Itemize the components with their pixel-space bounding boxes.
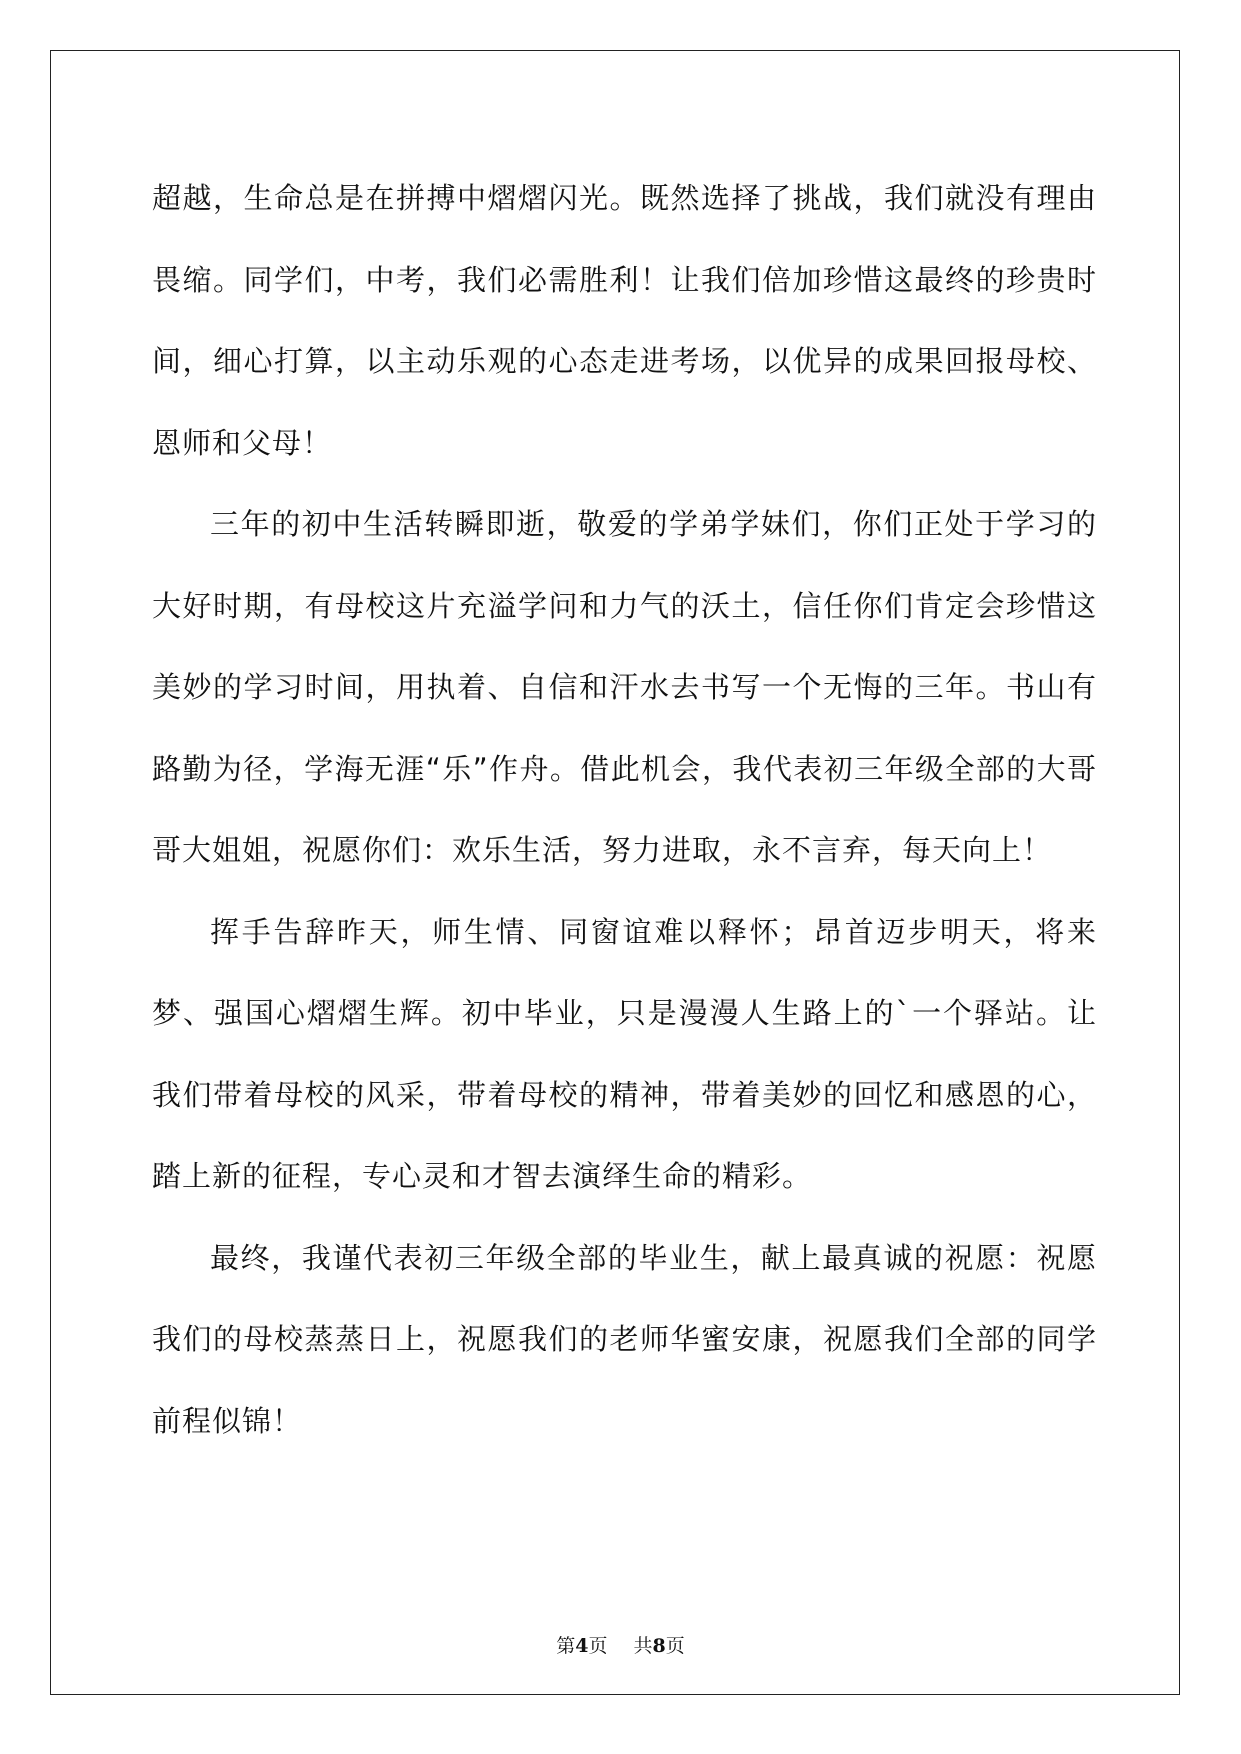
total-prefix: 共 bbox=[633, 1635, 653, 1657]
paragraph-3: 挥手告辞昨天，师生情、同窗谊难以释怀；昂首迈步明天，将来梦、强国心熠熠生辉。初中毕业，只是漫漫人生路上的`一个驿站。让我们带着母校的风采，带着母校的精神，带着美妙的回忆和感恩的心，踏上新的征程，专心灵和才智去演绎生命的精彩。 bbox=[152, 914, 1097, 1193]
paragraph-2: 三年的初中生活转瞬即逝，敬爱的学弟学妹们，你们正处于学习的大好时期，有母校这片充溢学问和力气的沃土，信任你们肯定会珍惜这美妙的学习时间，用执着、自信和汗水去书写一个无悔的三年。书山有路勤为径，学海无涯“乐”作舟。借此机会，我代表初三年级全部的大哥哥大姐姐，祝愿你们：欢乐生活，努力进取，永不言弃，每天向上！ bbox=[152, 507, 1097, 867]
total-suffix: 页 bbox=[665, 1635, 685, 1657]
paragraph-4: 最终，我谨代表初三年级全部的毕业生，献上最真诚的祝愿：祝愿我们的母校蒸蒸日上，祝愿我们的老师华蜜安康，祝愿我们全部的同学前程似锦！ bbox=[152, 1240, 1097, 1438]
document-body bbox=[152, 158, 1097, 1462]
page-prefix: 第 bbox=[556, 1635, 576, 1657]
paragraph-1: 超越，生命总是在拼搏中熠熠闪光。既然选择了挑战，我们就没有理由畏缩。同学们，中考，我们必需胜利！让我们倍加珍惜这最终的珍贵时间，细心打算，以主动乐观的心态走进考场，以优异的成果回报母校、恩师和父母！ bbox=[152, 181, 1097, 460]
page-current: 4 bbox=[575, 1635, 589, 1657]
page-suffix: 页 bbox=[588, 1635, 608, 1657]
page-footer bbox=[0, 1631, 1241, 1658]
page-total: 8 bbox=[652, 1635, 666, 1657]
